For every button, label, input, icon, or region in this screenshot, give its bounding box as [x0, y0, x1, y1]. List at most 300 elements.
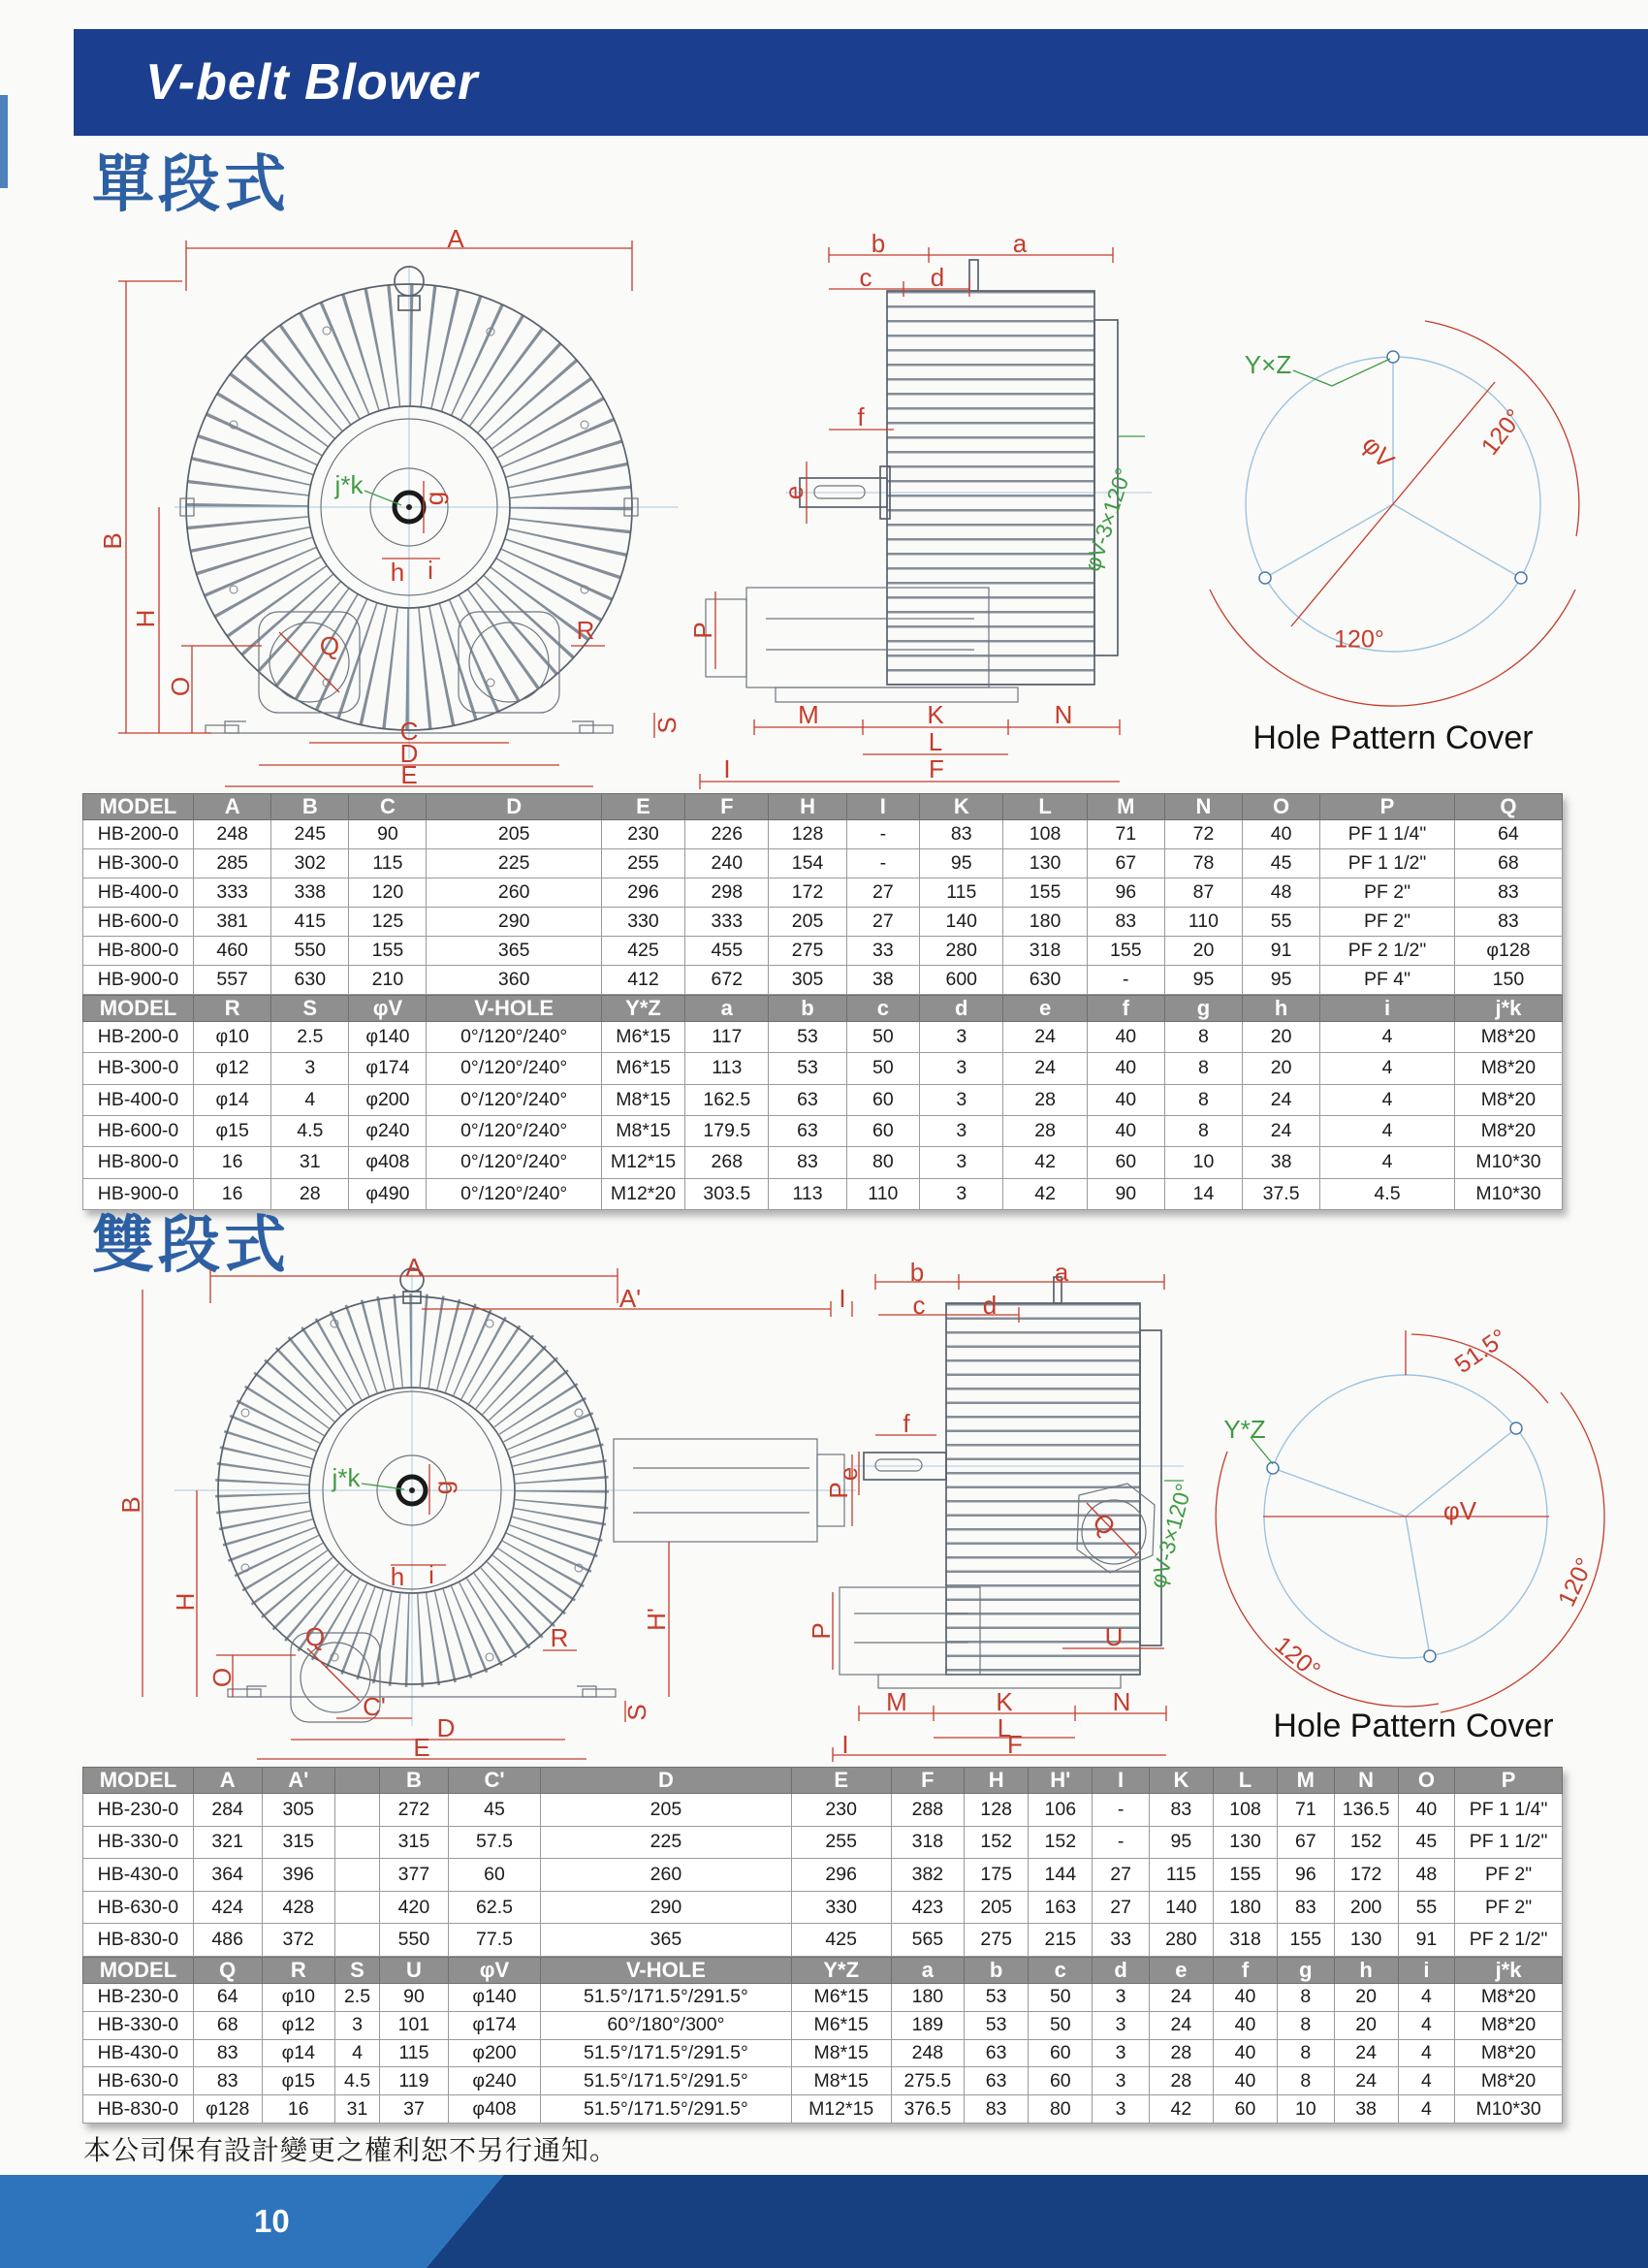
column-header: K: [1149, 1768, 1213, 1794]
value-cell: 33: [1093, 1924, 1149, 1957]
value-cell: 91: [1398, 1924, 1454, 1957]
model-cell: HB-630-0: [83, 2067, 194, 2095]
page-edge-mark: [0, 95, 8, 188]
value-cell: 83: [193, 2039, 262, 2067]
value-cell: 4: [1320, 1022, 1455, 1053]
value-cell: 95: [1149, 1826, 1213, 1859]
column-header: L: [1213, 1768, 1277, 1794]
value-cell: M8*20: [1454, 1115, 1562, 1146]
value-cell: φ14: [194, 1084, 271, 1115]
value-cell: 113: [685, 1053, 769, 1084]
value-cell: 27: [1093, 1859, 1149, 1892]
value-cell: φ15: [262, 2067, 334, 2095]
model-cell: HB-400-0: [83, 878, 194, 908]
value-cell: 152: [1029, 1826, 1093, 1859]
column-header: I: [846, 794, 920, 820]
value-cell: 155: [1003, 878, 1087, 908]
dimension-label: 120°: [1552, 1553, 1600, 1612]
value-cell: 412: [601, 966, 684, 995]
value-cell: φ128: [193, 2095, 262, 2124]
value-cell: 260: [541, 1859, 791, 1892]
dimension-label: F: [1007, 1730, 1023, 1759]
front-view-dimension-labels: [89, 224, 690, 795]
dimension-label: b: [909, 1258, 925, 1287]
table-row: [83, 1924, 1563, 1957]
model-cell: HB-200-0: [83, 820, 194, 849]
value-cell: 16: [262, 2095, 334, 2124]
column-header: N: [1334, 1768, 1398, 1794]
value-cell: 272: [380, 1794, 449, 1827]
column-header: φV: [448, 1958, 540, 1984]
column-header: b: [965, 1958, 1029, 1984]
column-header: c: [1029, 1958, 1093, 1984]
model-cell: HB-600-0: [83, 1115, 194, 1146]
value-cell: 27: [846, 908, 920, 937]
dimension-label: M: [798, 700, 819, 729]
table-row: [83, 1859, 1563, 1892]
value-cell: 50: [1029, 2011, 1093, 2039]
value-cell: 115: [380, 2039, 449, 2067]
value-cell: 24: [1243, 1115, 1320, 1146]
value-cell: 16: [194, 1147, 271, 1178]
value-cell: 63: [965, 2067, 1029, 2095]
value-cell: 115: [1149, 1859, 1213, 1892]
dimension-label: φV-3×120°: [1144, 1481, 1197, 1591]
value-cell: 460: [194, 937, 271, 966]
value-cell: 24: [1003, 1022, 1087, 1053]
dimension-label: h: [390, 1562, 405, 1591]
dimension-label: B: [98, 532, 127, 550]
value-cell: 83: [769, 1147, 846, 1178]
value-cell: 288: [891, 1794, 964, 1827]
value-cell: 338: [271, 878, 349, 908]
value-cell: PF 1 1/2": [1455, 1826, 1563, 1859]
value-cell: M12*15: [791, 2095, 891, 2124]
table-row: [83, 1084, 1563, 1115]
value-cell: 51.5°/171.5°/291.5°: [541, 2067, 791, 2095]
value-cell: 180: [1213, 1891, 1277, 1924]
table-row: [83, 1984, 1563, 2012]
value-cell: 8: [1164, 1084, 1242, 1115]
value-cell: 115: [349, 849, 427, 878]
value-cell: φ12: [194, 1053, 271, 1084]
page-number: 10: [254, 2203, 290, 2239]
value-cell: 50: [846, 1053, 920, 1084]
column-header: V-HOLE: [427, 996, 601, 1022]
header-band: [74, 29, 1648, 136]
value-cell: 162.5: [685, 1084, 769, 1115]
value-cell: 108: [1003, 820, 1087, 849]
double-stage-dimension-table-b: [82, 1957, 1563, 2124]
value-cell: 155: [1213, 1859, 1277, 1892]
column-header: S: [334, 1958, 379, 1984]
dimension-label: g: [420, 491, 449, 506]
value-cell: 38: [1334, 2095, 1398, 2124]
value-cell: 20: [1164, 937, 1242, 966]
value-cell: [334, 1859, 379, 1892]
value-cell: 372: [262, 1924, 334, 1957]
value-cell: φ240: [448, 2067, 540, 2095]
column-header: Q: [193, 1958, 262, 1984]
table-row: [83, 1826, 1563, 1859]
value-cell: 64: [193, 1984, 262, 2012]
column-header: g: [1278, 1958, 1334, 1984]
value-cell: 230: [791, 1794, 891, 1827]
value-cell: 179.5: [685, 1115, 769, 1146]
table-row: [83, 1794, 1563, 1827]
value-cell: 60: [846, 1115, 920, 1146]
value-cell: 55: [1243, 908, 1320, 937]
value-cell: 130: [1213, 1826, 1277, 1859]
value-cell: 40: [1087, 1084, 1164, 1115]
dimension-label: 120°: [1334, 625, 1384, 654]
value-cell: 382: [891, 1859, 964, 1892]
model-cell: HB-330-0: [83, 2011, 194, 2039]
column-header: F: [685, 794, 769, 820]
value-cell: 280: [1149, 1924, 1213, 1957]
value-cell: 0°/120°/240°: [427, 1115, 601, 1146]
model-cell: HB-430-0: [83, 1859, 194, 1892]
value-cell: 296: [601, 878, 684, 908]
dimension-label: Y×Z: [1244, 350, 1292, 379]
value-cell: PF 2": [1320, 908, 1455, 937]
column-header: Y*Z: [601, 996, 684, 1022]
value-cell: 28: [1003, 1115, 1087, 1146]
side-view-dimension-labels: [679, 231, 1163, 795]
value-cell: 210: [349, 966, 427, 995]
value-cell: 95: [920, 849, 1003, 878]
value-cell: 31: [334, 2095, 379, 2124]
value-cell: 315: [262, 1826, 334, 1859]
dimension-label: B: [116, 1496, 145, 1514]
value-cell: M10*30: [1454, 1178, 1562, 1209]
value-cell: PF 2": [1455, 1859, 1563, 1892]
value-cell: 0°/120°/240°: [427, 1053, 601, 1084]
model-cell: HB-300-0: [83, 1053, 194, 1084]
value-cell: 0°/120°/240°: [427, 1147, 601, 1178]
value-cell: 425: [601, 937, 684, 966]
double-stage-dimension-table-a: [82, 1767, 1563, 1957]
value-cell: 3: [334, 2011, 379, 2039]
hole-pattern-cover-diagram-2: [1190, 1292, 1636, 1747]
value-cell: 163: [1029, 1891, 1093, 1924]
model-cell: HB-900-0: [83, 966, 194, 995]
value-cell: 63: [769, 1084, 846, 1115]
value-cell: [334, 1794, 379, 1827]
dimension-label: φV: [1442, 1496, 1477, 1525]
value-cell: 20: [1334, 1984, 1398, 2012]
dimension-label: P: [688, 622, 717, 639]
value-cell: 63: [965, 2039, 1029, 2067]
value-cell: 115: [920, 878, 1003, 908]
value-cell: 4.5: [1320, 1178, 1455, 1209]
value-cell: 333: [685, 908, 769, 937]
value-cell: 24: [1149, 1984, 1213, 2012]
column-header: e: [1003, 996, 1087, 1022]
dimension-label: Y*Z: [1223, 1415, 1266, 1444]
value-cell: 303.5: [685, 1178, 769, 1209]
value-cell: 20: [1334, 2011, 1398, 2039]
value-cell: 230: [601, 820, 684, 849]
value-cell: 101: [380, 2011, 449, 2039]
value-cell: 48: [1398, 1859, 1454, 1892]
value-cell: 672: [685, 966, 769, 995]
value-cell: 83: [1087, 908, 1164, 937]
value-cell: 96: [1087, 878, 1164, 908]
value-cell: 87: [1164, 878, 1242, 908]
value-cell: PF 2": [1455, 1891, 1563, 1924]
value-cell: 62.5: [448, 1891, 540, 1924]
header-row: [83, 1768, 1563, 1794]
dimension-label: P: [824, 1482, 853, 1499]
value-cell: 557: [194, 966, 271, 995]
value-cell: 140: [920, 908, 1003, 937]
section-title-single-stage: 單段式: [92, 149, 290, 219]
value-cell: 55: [1398, 1891, 1454, 1924]
value-cell: 415: [271, 908, 349, 937]
value-cell: 24: [1243, 1084, 1320, 1115]
single-stage-front-view-drawing: [89, 224, 690, 795]
value-cell: 24: [1149, 2011, 1213, 2039]
value-cell: 40: [1398, 1794, 1454, 1827]
value-cell: 40: [1087, 1022, 1164, 1053]
value-cell: 8: [1164, 1053, 1242, 1084]
column-header: [334, 1768, 379, 1794]
column-header: P: [1455, 1768, 1563, 1794]
value-cell: M8*20: [1455, 2011, 1563, 2039]
value-cell: 28: [1003, 1084, 1087, 1115]
value-cell: 172: [1334, 1859, 1398, 1892]
value-cell: 95: [1164, 966, 1242, 995]
value-cell: 27: [846, 878, 920, 908]
value-cell: 3: [271, 1053, 349, 1084]
value-cell: 53: [769, 1022, 846, 1053]
dimension-label: E: [400, 760, 418, 789]
single-stage-dimension-table-a: [82, 793, 1563, 995]
value-cell: 28: [1149, 2067, 1213, 2095]
model-cell: HB-830-0: [83, 2095, 194, 2124]
value-cell: M12*20: [601, 1178, 684, 1209]
value-cell: 150: [1454, 966, 1562, 995]
value-cell: φ200: [349, 1084, 427, 1115]
value-cell: 4.5: [271, 1115, 349, 1146]
dimension-label: U: [1104, 1622, 1124, 1651]
value-cell: 90: [349, 820, 427, 849]
column-header: R: [194, 996, 271, 1022]
value-cell: 180: [1003, 908, 1087, 937]
value-cell: 60: [846, 1084, 920, 1115]
value-cell: 83: [1278, 1891, 1334, 1924]
value-cell: 130: [1334, 1924, 1398, 1957]
value-cell: 8: [1278, 2011, 1334, 2039]
dimension-label: C': [363, 1692, 386, 1721]
value-cell: 4: [1398, 2039, 1454, 2067]
dimension-label: Q: [1087, 1507, 1122, 1542]
column-header: P: [1320, 794, 1455, 820]
column-header: L: [1003, 794, 1087, 820]
value-cell: 423: [891, 1891, 964, 1924]
dimension-label: K: [996, 1687, 1013, 1716]
column-header: V-HOLE: [541, 1958, 791, 1984]
value-cell: 215: [1029, 1924, 1093, 1957]
value-cell: 4: [1320, 1147, 1455, 1178]
value-cell: 50: [1029, 1984, 1093, 2012]
value-cell: 3: [920, 1147, 1003, 1178]
value-cell: 53: [769, 1053, 846, 1084]
dimension-label: a: [1054, 1258, 1069, 1287]
value-cell: 425: [791, 1924, 891, 1957]
column-header: C': [448, 1768, 540, 1794]
value-cell: 38: [846, 966, 920, 995]
value-cell: 45: [448, 1794, 540, 1827]
value-cell: 3: [1093, 1984, 1149, 2012]
column-header: b: [769, 996, 846, 1022]
column-header: F: [891, 1768, 964, 1794]
value-cell: φ240: [349, 1115, 427, 1146]
model-cell: HB-330-0: [83, 1826, 194, 1859]
column-header: a: [685, 996, 769, 1022]
dimension-label: L: [928, 727, 943, 756]
value-cell: 330: [601, 908, 684, 937]
value-cell: 8: [1278, 2039, 1334, 2067]
column-header: D: [427, 794, 601, 820]
dimension-label: 120°: [1475, 403, 1529, 461]
table-row: [83, 2067, 1563, 2095]
column-header: MODEL: [83, 996, 194, 1022]
value-cell: 57.5: [448, 1826, 540, 1859]
value-cell: 3: [1093, 2095, 1149, 2124]
value-cell: 38: [1243, 1147, 1320, 1178]
value-cell: 155: [349, 937, 427, 966]
value-cell: 40: [1087, 1053, 1164, 1084]
value-cell: 96: [1278, 1859, 1334, 1892]
dimension-label: H: [131, 609, 160, 628]
value-cell: 275: [769, 937, 846, 966]
value-cell: 40: [1243, 820, 1320, 849]
dimension-label: E: [413, 1733, 430, 1762]
value-cell: 550: [271, 937, 349, 966]
value-cell: M10*30: [1454, 1147, 1562, 1178]
value-cell: 108: [1213, 1794, 1277, 1827]
value-cell: 83: [1454, 908, 1562, 937]
value-cell: 8: [1278, 1984, 1334, 2012]
value-cell: 117: [685, 1022, 769, 1053]
value-cell: 155: [1087, 937, 1164, 966]
value-cell: 486: [193, 1924, 262, 1957]
dimension-label: i: [428, 1560, 434, 1589]
value-cell: 51.5°/171.5°/291.5°: [541, 2039, 791, 2067]
column-header: MODEL: [83, 1768, 194, 1794]
value-cell: 4: [1320, 1053, 1455, 1084]
value-cell: 64: [1454, 820, 1562, 849]
column-header: S: [271, 996, 349, 1022]
footer-accent: [0, 2175, 504, 2268]
value-cell: 360: [427, 966, 601, 995]
column-header: j*k: [1454, 996, 1562, 1022]
value-cell: 83: [1454, 878, 1562, 908]
column-header: R: [262, 1958, 334, 1984]
value-cell: 53: [965, 1984, 1029, 2012]
value-cell: 455: [685, 937, 769, 966]
value-cell: PF 4": [1320, 966, 1455, 995]
value-cell: 260: [427, 878, 601, 908]
column-header: φV: [349, 996, 427, 1022]
value-cell: 48: [1243, 878, 1320, 908]
value-cell: φ128: [1454, 937, 1562, 966]
value-cell: 280: [920, 937, 1003, 966]
dimension-label: F: [929, 754, 944, 783]
value-cell: 50: [846, 1022, 920, 1053]
table-row: [83, 849, 1563, 878]
dimension-label: φV: [1356, 430, 1401, 474]
value-cell: 106: [1029, 1794, 1093, 1827]
column-header: O: [1398, 1768, 1454, 1794]
value-cell: 2.5: [334, 1984, 379, 2012]
dimension-label: P: [807, 1622, 836, 1640]
value-cell: 20: [1243, 1053, 1320, 1084]
value-cell: 83: [920, 820, 1003, 849]
value-cell: 60: [1029, 2039, 1093, 2067]
dimension-label: K: [927, 700, 944, 729]
table-row: [83, 966, 1563, 995]
value-cell: 45: [1398, 1826, 1454, 1859]
value-cell: 110: [846, 1178, 920, 1209]
value-cell: -: [846, 820, 920, 849]
value-cell: φ174: [349, 1053, 427, 1084]
value-cell: 172: [769, 878, 846, 908]
value-cell: PF 2 1/2": [1320, 937, 1455, 966]
value-cell: φ490: [349, 1178, 427, 1209]
value-cell: 3: [920, 1084, 1003, 1115]
value-cell: 298: [685, 878, 769, 908]
value-cell: 130: [1003, 849, 1087, 878]
value-cell: 40: [1213, 2039, 1277, 2067]
value-cell: 4: [1398, 1984, 1454, 2012]
table-row: [83, 1115, 1563, 1146]
value-cell: 205: [965, 1891, 1029, 1924]
value-cell: M6*15: [601, 1053, 684, 1084]
dimension-label: R: [550, 1623, 569, 1652]
model-cell: HB-800-0: [83, 937, 194, 966]
value-cell: 245: [271, 820, 349, 849]
value-cell: 83: [193, 2067, 262, 2095]
value-cell: 255: [601, 849, 684, 878]
value-cell: 37.5: [1243, 1178, 1320, 1209]
value-cell: M8*15: [791, 2067, 891, 2095]
value-cell: 275.5: [891, 2067, 964, 2095]
dimension-label: d: [930, 263, 945, 292]
column-header: H: [965, 1768, 1029, 1794]
column-header: i: [1398, 1958, 1454, 1984]
dimension-label: f: [903, 1409, 910, 1438]
value-cell: 248: [891, 2039, 964, 2067]
value-cell: 180: [891, 1984, 964, 2012]
value-cell: -: [1093, 1794, 1149, 1827]
value-cell: M10*30: [1455, 2095, 1563, 2124]
value-cell: 226: [685, 820, 769, 849]
value-cell: 3: [1093, 2039, 1149, 2067]
value-cell: 381: [194, 908, 271, 937]
dimension-label: R: [576, 616, 595, 645]
value-cell: [334, 1826, 379, 1859]
value-cell: 24: [1334, 2067, 1398, 2095]
value-cell: 80: [846, 1147, 920, 1178]
value-cell: 60: [1213, 2095, 1277, 2124]
column-header: d: [920, 996, 1003, 1022]
value-cell: 40: [1213, 2011, 1277, 2039]
value-cell: 330: [791, 1891, 891, 1924]
double-stage-front-view-drawing: [102, 1253, 858, 1762]
